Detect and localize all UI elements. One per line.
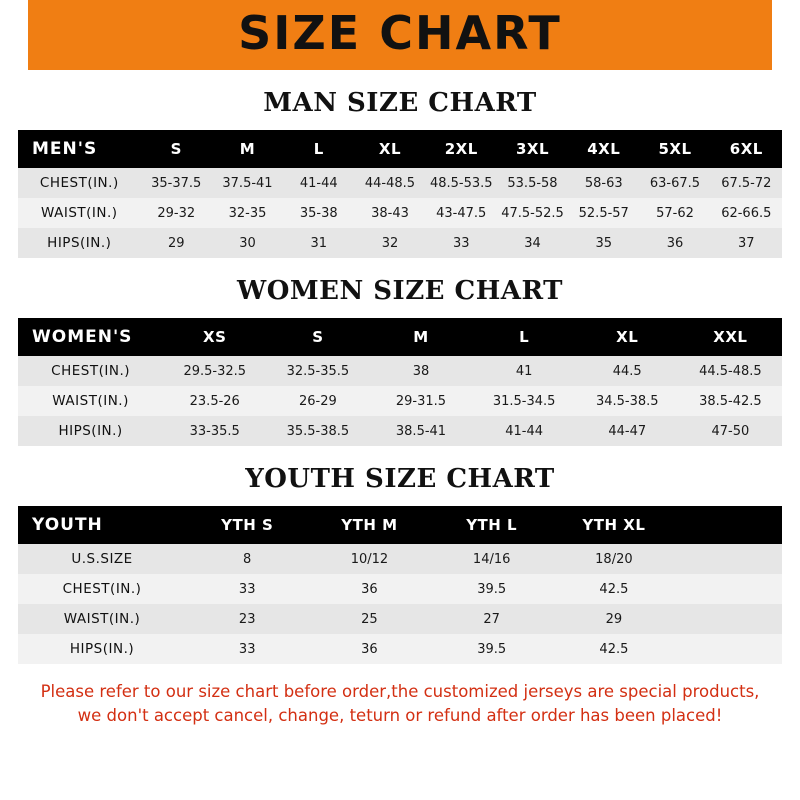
table-cell: 53.5-58 [497,168,568,198]
table-cell: 8 [186,544,308,574]
section-title-man: MAN SIZE CHART [263,88,537,118]
table-cell: 14/16 [431,544,553,574]
youth-size-table [18,506,782,664]
table-cell: U.S.SIZE [18,544,186,574]
table-cell: 32 [354,228,425,258]
table-cell: 47.5-52.5 [497,198,568,228]
banner-left-edge [0,0,28,70]
table-cell: 52.5-57 [568,198,639,228]
table-row [18,544,782,574]
table-row [18,198,782,228]
table-cell: 33 [426,228,497,258]
table-cell: 29-32 [141,198,212,228]
table-header-cell: 5XL [639,130,710,168]
table-cell: 25 [308,604,430,634]
table-cell: 23 [186,604,308,634]
table-header-cell: YTH L [431,506,553,544]
table-cell: CHEST(IN.) [18,168,141,198]
table-cell: 29.5-32.5 [163,356,266,386]
table-cell: 39.5 [431,634,553,664]
table-header-cell: S [266,318,369,356]
table-header-cell: YTH XL [553,506,675,544]
table-header-cell: L [283,130,354,168]
table-header-row [18,318,782,356]
section-youth [0,464,800,664]
table-cell: 32-35 [212,198,283,228]
table-cell: 41-44 [283,168,354,198]
table-cell: 36 [308,634,430,664]
man-size-table [18,130,782,258]
footer-note [0,680,800,728]
table-cell: 33 [186,634,308,664]
table-row [18,356,782,386]
table-cell-spacer [675,604,782,634]
table-cell: 30 [212,228,283,258]
table-cell: WAIST(IN.) [18,386,163,416]
table-header-cell: XL [354,130,425,168]
table-cell: 44-47 [576,416,679,446]
section-title-youth: YOUTH SIZE CHART [245,464,555,494]
table-cell: 31 [283,228,354,258]
table-cell: 37.5-41 [212,168,283,198]
table-row [18,634,782,664]
table-cell: 37 [711,228,782,258]
table-header-cell: XS [163,318,266,356]
table-cell: 44-48.5 [354,168,425,198]
table-header-row [18,506,782,544]
table-cell: 35.5-38.5 [266,416,369,446]
table-cell: 57-62 [639,198,710,228]
table-cell: 33 [186,574,308,604]
table-cell: 33-35.5 [163,416,266,446]
banner [0,0,800,70]
table-cell-spacer [675,634,782,664]
section-title-women: WOMEN SIZE CHART [237,276,563,306]
table-cell: 47-50 [679,416,782,446]
table-cell: 44.5 [576,356,679,386]
table-header-cell: M [369,318,472,356]
table-row [18,386,782,416]
page-title: SIZE CHART [238,6,562,60]
table-header-cell: XXL [679,318,782,356]
table-row [18,228,782,258]
table-header-cell: MEN'S [18,130,141,168]
table-row [18,416,782,446]
table-header-cell: S [141,130,212,168]
table-header-cell: M [212,130,283,168]
table-cell: CHEST(IN.) [18,574,186,604]
table-cell: WAIST(IN.) [18,198,141,228]
table-cell: 62-66.5 [711,198,782,228]
table-cell: 41-44 [473,416,576,446]
table-cell: 35-38 [283,198,354,228]
table-cell: 48.5-53.5 [426,168,497,198]
section-women [0,276,800,446]
footer-note-line-1: Please refer to our size chart before order,the customized jerseys are special products, [40,682,760,701]
table-cell: 36 [639,228,710,258]
table-cell: 36 [308,574,430,604]
table-header-cell: XL [576,318,679,356]
table-cell: 43-47.5 [426,198,497,228]
table-header-row [18,130,782,168]
women-size-table [18,318,782,446]
table-cell: 27 [431,604,553,634]
table-header-cell: L [473,318,576,356]
table-cell: 34.5-38.5 [576,386,679,416]
table-cell: HIPS(IN.) [18,228,141,258]
table-cell: 38-43 [354,198,425,228]
table-cell: 39.5 [431,574,553,604]
table-cell: 35 [568,228,639,258]
table-cell: HIPS(IN.) [18,416,163,446]
table-cell: 10/12 [308,544,430,574]
table-header-cell: YOUTH [18,506,186,544]
table-row [18,604,782,634]
table-cell: 35-37.5 [141,168,212,198]
table-cell: 67.5-72 [711,168,782,198]
table-header-cell: 3XL [497,130,568,168]
table-header-cell: 2XL [426,130,497,168]
table-header-cell: YTH M [308,506,430,544]
table-cell-spacer [675,574,782,604]
table-cell: 26-29 [266,386,369,416]
table-cell: 41 [473,356,576,386]
table-cell: 29-31.5 [369,386,472,416]
table-cell: 42.5 [553,574,675,604]
table-cell: 58-63 [568,168,639,198]
table-cell: 31.5-34.5 [473,386,576,416]
footer-note-line-2: we don't accept cancel, change, teturn or refund after order has been placed! [77,705,723,725]
table-cell: 29 [553,604,675,634]
table-header-cell: 4XL [568,130,639,168]
table-cell: 18/20 [553,544,675,574]
table-cell-spacer [675,544,782,574]
table-cell: 29 [141,228,212,258]
table-cell: HIPS(IN.) [18,634,186,664]
table-header-cell: 6XL [711,130,782,168]
table-cell: 38.5-42.5 [679,386,782,416]
table-row [18,168,782,198]
table-cell: 34 [497,228,568,258]
table-cell: 32.5-35.5 [266,356,369,386]
table-header-cell: YTH S [186,506,308,544]
table-row [18,574,782,604]
table-cell: 42.5 [553,634,675,664]
table-header-spacer [675,506,782,544]
table-cell: 63-67.5 [639,168,710,198]
table-cell: 38 [369,356,472,386]
banner-right-edge [772,0,800,70]
table-header-cell: WOMEN'S [18,318,163,356]
table-cell: 44.5-48.5 [679,356,782,386]
table-cell: 23.5-26 [163,386,266,416]
table-cell: WAIST(IN.) [18,604,186,634]
table-cell: 38.5-41 [369,416,472,446]
section-man [0,88,800,258]
table-cell: CHEST(IN.) [18,356,163,386]
